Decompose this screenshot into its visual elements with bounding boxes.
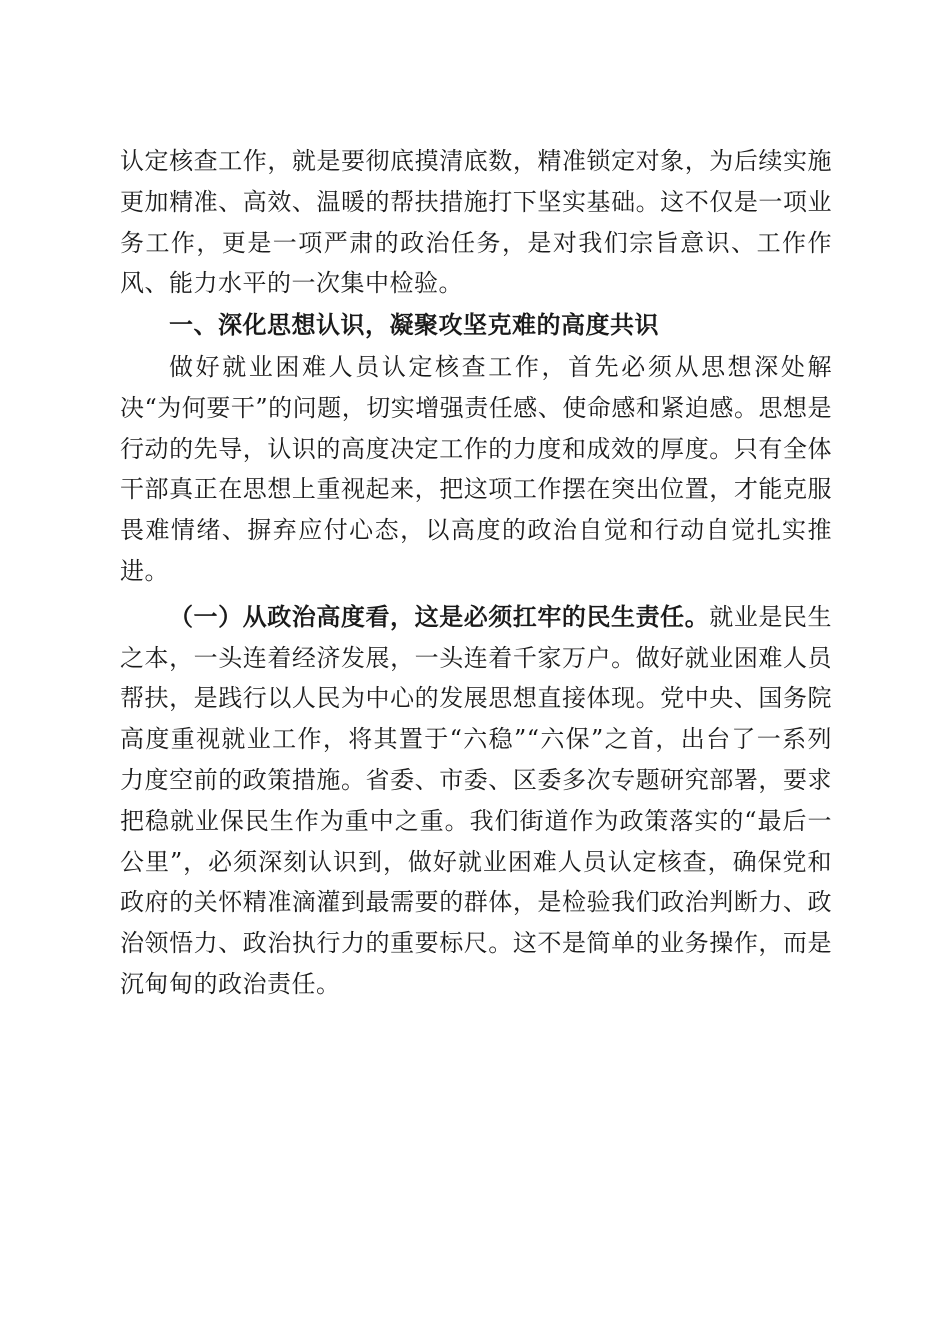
subsection-body-1: 就业是民生之本，一头连着经济发展，一头连着千家万户。做好就业困难人员帮扶，是践行以人民为中心的发展思想直接体现。党中央、国务院高度重视就业工作，将其置于“六稳”“六保”之首，出台了一系列力度空前的政策措施。省委、市委、区委多次专题研究部署，要求把稳就业保民生作为重中之重。我们街道作为政策落实的“最后一公里”，必须深刻认识到，做好就业困难人员认定核查，确保党和政府的关怀精准滴灌到最需要的群体，是检验我们政治判断力、政治领悟力、政治执行力的重要标尺。这不是简单的业务操作，而是沉甸甸的政治责任。 bbox=[120, 602, 833, 998]
subsection-heading-1: （一）从政治高度看，这是必须扛牢的民生责任。 bbox=[169, 601, 710, 631]
section-heading-1: 一、深化思想认识，凝聚攻坚克难的高度共识 bbox=[169, 311, 659, 340]
paragraph-subsection-1 bbox=[120, 597, 832, 1005]
paragraph-section-1: 做好就业困难人员认定核查工作，首先必须从思想深处解决“为何要干”的问题，切实增强责任感、使命感和紧迫感。思想是行动的先导，认识的高度决定工作的力度和成效的厚度。只有全体干部真正在思想上重视起来，把这项工作摆在突出位置，才能克服畏难情绪、摒弃应付心态，以高度的政治自觉和行动自觉扎实推进。 bbox=[120, 352, 832, 585]
document-body bbox=[120, 141, 832, 1005]
paragraph-intro: 认定核查工作，就是要彻底摸清底数，精准锁定对象，为后续实施更加精准、高效、温暖的帮扶措施打下坚实基础。这不仅是一项业务工作，更是一项严肃的政治任务，是对我们宗旨意识、工作作风、能力水平的一次集中检验。 bbox=[120, 147, 832, 298]
